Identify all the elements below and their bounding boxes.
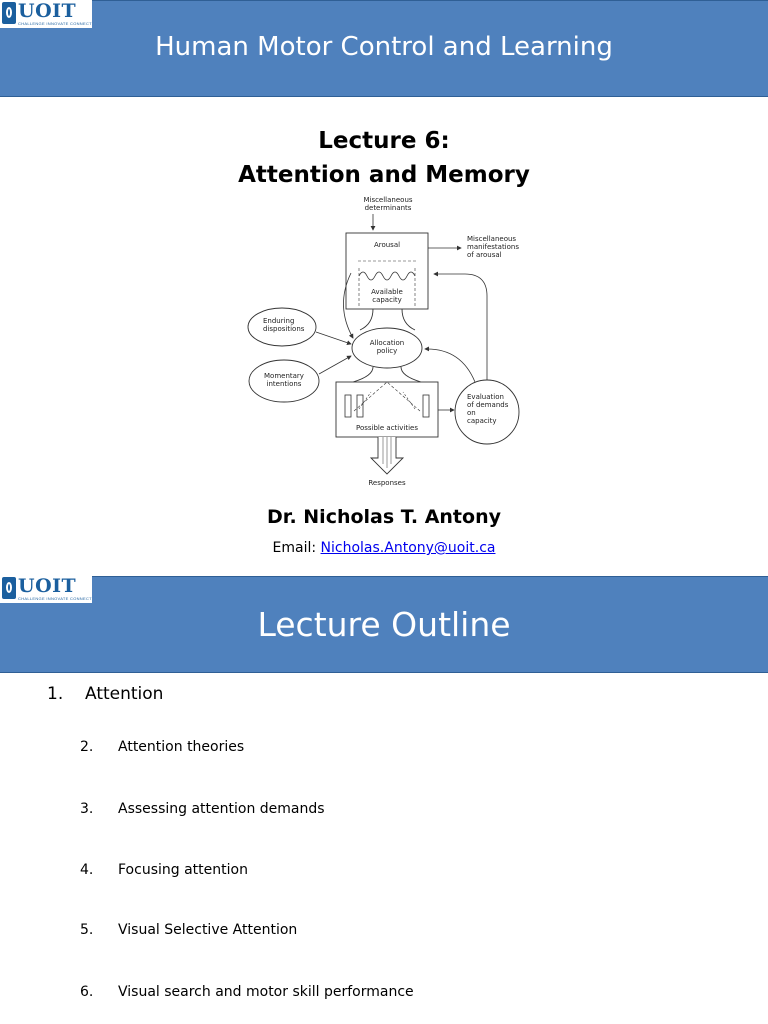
evaluation-label: Evaluation of demands on capacity xyxy=(467,393,509,425)
misc-determinants-label: Miscellaneous determinants xyxy=(363,196,413,212)
outline-item-number: 3. xyxy=(80,801,94,817)
author-name: Dr. Nicholas T. Antony xyxy=(267,506,501,528)
outline-item-label: Assessing attention demands xyxy=(118,801,325,817)
outline-title: Lecture Outline xyxy=(257,605,511,644)
attention-capacity-diagram xyxy=(247,196,520,488)
logo-text: UOIT xyxy=(18,0,77,22)
outline-item-label: Visual Selective Attention xyxy=(118,922,298,938)
outline-item-number: 1. xyxy=(47,684,64,704)
enduring-dispositions-label: Enduring dispositions xyxy=(263,317,305,333)
activity-bar xyxy=(345,395,351,417)
possible-activities-label: Possible activities xyxy=(356,424,418,432)
email-link[interactable]: Nicholas.Antony@uoit.ca xyxy=(320,540,496,556)
logo-tagline: CHALLENGE INNOVATE CONNECT xyxy=(18,596,92,601)
outline-item-number: 5. xyxy=(80,922,94,938)
lecture-title: Attention and Memory xyxy=(238,162,530,188)
banner-title: Human Motor Control and Learning xyxy=(155,32,613,62)
lecture-number: Lecture 6: xyxy=(318,128,450,154)
activity-bar xyxy=(423,395,429,417)
available-capacity-label: Available capacity xyxy=(371,288,403,304)
uoit-shield-icon xyxy=(2,2,16,24)
outline-item-label: Attention theories xyxy=(118,739,245,755)
outline-item-label: Attention xyxy=(85,684,164,704)
uoit-logo xyxy=(0,0,92,28)
title-banner xyxy=(0,0,768,97)
responses-label: Responses xyxy=(368,479,406,487)
momentary-intentions-label: Momentary intentions xyxy=(264,372,304,388)
evaluation-circle xyxy=(455,380,519,444)
uoit-shield-icon xyxy=(2,577,16,599)
email-label: Email: xyxy=(272,540,321,556)
logo-tagline: CHALLENGE INNOVATE CONNECT xyxy=(18,21,92,26)
outline-slide xyxy=(0,572,768,1024)
outline-item-label: Focusing attention xyxy=(118,862,248,878)
capacity-wave xyxy=(359,272,415,280)
arousal-label: Arousal xyxy=(373,241,401,249)
email-line xyxy=(0,540,768,556)
outline-banner xyxy=(0,576,768,673)
outline-item-number: 2. xyxy=(80,739,94,755)
outline-item-number: 6. xyxy=(80,984,94,1000)
misc-manifestations-label: Miscellaneous manifestations of arousal xyxy=(467,235,519,259)
allocation-policy-label: Allocation policy xyxy=(369,339,405,355)
uoit-logo xyxy=(0,575,92,603)
outline-item-number: 4. xyxy=(80,862,94,878)
logo-text: UOIT xyxy=(18,575,77,597)
outline-item-label: Visual search and motor skill performance xyxy=(118,984,414,1000)
